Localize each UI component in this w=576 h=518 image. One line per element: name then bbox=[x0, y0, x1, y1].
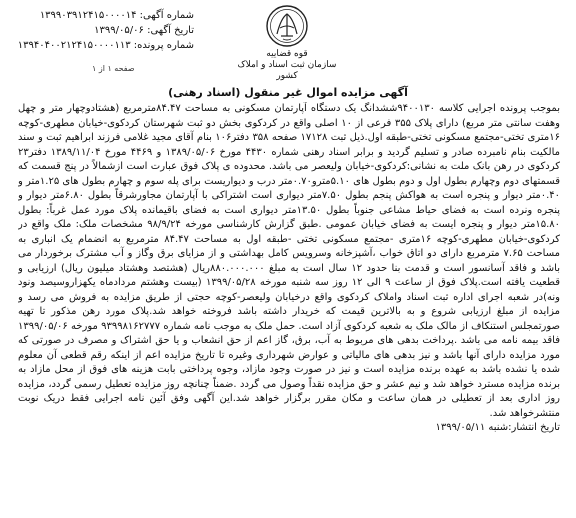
notice-body bbox=[18, 102, 560, 514]
organization-name: سازمان ثبت اسناد و املاک کشور bbox=[237, 60, 337, 81]
file-number: شماره پرونده: ۱۳۹۴۰۴۰۰۲۱۲۴۱۵۰۰۰۰۱۱۳ bbox=[17, 40, 194, 51]
ad-date: تاریخ آگهی: ۱۳۹۹/۰۵/۰۶ bbox=[94, 25, 194, 36]
judiciary-logo-icon bbox=[265, 4, 309, 48]
publish-date: تاریخ انتشار:شنبه ۱۳۹۹/۰۵/۱۱ bbox=[435, 422, 560, 433]
ad-number: شماره آگهی: ۱۳۹۹۰۳۹۱۲۴۱۵۰۰۰۰۱۴ bbox=[39, 10, 194, 21]
judiciary-emblem bbox=[232, 4, 342, 81]
judiciary-name: قوه قضاییه bbox=[266, 49, 308, 59]
notice-body-text: بموجب پرونده اجرایی کلاسه ۹۴۰۰۱۳۰ششدانگ یک دستگاه آپارتمان مسکونی به مساحت ۸۴.۴۷مترمربع (هشتادوچهار متر و چهل وهفت سانتی متر مربع) دارای پلاک ۳۵۵ فرعی از ۱۰ اصلی واقع در کردکوی بخش دو ثبت شهرستان کردکوی-خیابان مطهری-کوچه ۱۶متری تختی-مجتمع مسکونی تختی-طبقه اول.ذیل ثبت ۱۷۱۲۸ صفحه ۳۵۸ دفتر۱۰۶ بنام آقای مجید غلامی فرزند ابراهیم ثبت و سند مالکیت بنام نامبرده صادر و تسلیم گردید و برابر اسناد رهنی شماره ۴۴۳۰ مورخ ۱۳۸۹/۰۵/۰۶ و ۴۴۶۹ مورخ ۱۳۸۹/۱۱/۰۴ دفتر۲۳ کردکوی در رهن بانک ملت به نشانی:کردکوی-خیابان ولیعصر می باشد. محدوده ی پلاک فوق عبارت است ازشمالاً در پنج قسمت که قسمتهای دوم وچهارم بطول اول و دوم بطول های ۵.۱۰مترو۰.۷۰متر درب و دیواریست برای پله سوم و چهارم بطول های ۱.۲۵متر و ۰.۴۰متر دیوار و پنجره است به هواکش پنجم بطول ۷.۵۰متر دیواری است اشتراکی با آپارتمان مجاورشرقاً بطول ۶.۸۰متر دیوار و پنجره ونرده است به فضای حیاط مشاعی جنوباً بطول ۱۳.۵۰متر دیواری است به فضای باقیمانده پلاک مورد عمل غرباً: بطول ۱۵.۸۰متر دیوار و پنجره ایست به فضای خیابان عمومی .طبق گزارش کارشناسی مورخه ۹۸/۹/۲۴ مشخصات ملک: ملک واقع در کردکوی-خیابان مطهری-کوچه ۱۶متری -مجتمع مسکونی تختی -طبقه اول به مساحت ۸۴.۴۷ مترمربع به انضمام یک انباری به مساحت ۷.۶۵ مترمربع دارای دو اتاق خواب ،آشپزخانه وسرویس کامل بهداشتی و از مزایای برق وگاز و آب مشترک برخوردار می باشد و فاقد آسانسور است و قدمت بنا حدود ۱۲ سال است به مبلغ ۸۸۰.۰۰۰.۰۰۰ریال (هشتصد وهشتاد میلیون ریال) ارزیابی و قطعیت یافته است.پلاک فوق از ساعت ۹ الی ۱۲ روز سه شنبه مورخه ۱۳۹۹/۰۵/۲۸ (بیست وهشتم مردادماه یکهزاروسیصد ونود ونه)در شعبه اجرای اداره ثبت اسناد واملاک کردکوی واقع درخیابان ولیعصر-کوچه حجتی از طریق مزایده به فروش می رسد و مزایده از مبلغ ارزیابی شروع و به بالاترین قیمت که خریدار داشته باشد فروخته خواهد شد.پلاک مورد رهن مذکور تا تهیه صورتمجلس استنکاف از مالک ملک به شعبه کردکوی آزاد است. حمل ملک به موجب نامه شماره ۹۳۹۹۸۱۶۲۷۷۷ مورخه ۱۳۹۹/۰۵/۰۶ فاقد بیمه نامه می باشد .پرداخت بدهی های مربوط به آب، برق، گاز اعم از حق انشعاب و یا حق اشتراک و مصرف در صورتی که مورد مزایده دارای آنها باشد و نیز بدهی های مالیاتی و عوارض شهرداری وغیره تا تاریخ مزایده اعم از اینکه رقم قطعی آن معلوم شده یا نشده باشد به عهده برنده مزایده است و نیز در صورت وجود مازاد، وجوه پرداختی بابت هزینه های فوق از محل مازاد به برنده مزایده مسترد خواهد شد و نیم عشر و حق مزایده نقداً وصول می گردد .ضمناً چنانچه روز مزایده تعطیل رسمی گردد، مزایده روز اداری بعد از تعطیلی در همان ساعت و مکان مقرر برگزار خواهد شد.این آگهی وفق آئین نامه اجرایی فقط دریک نوبت منتشرخواهد شد. bbox=[18, 103, 560, 419]
notice-metadata bbox=[8, 8, 194, 53]
notice-title: آگهی مزایده اموال غیر منقول (اسناد رهنی) bbox=[168, 86, 408, 99]
page-indicator: صفحه ۱ از ۱ bbox=[92, 64, 135, 73]
